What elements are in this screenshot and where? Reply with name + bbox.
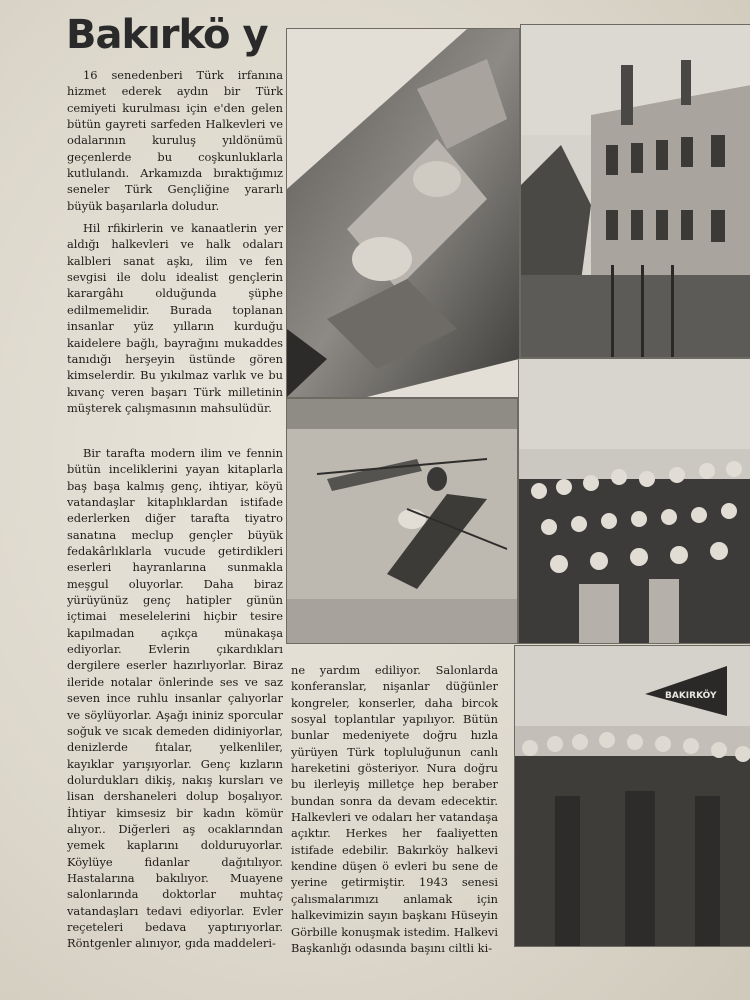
paragraph-1: 16 senedenberi Türk irfanına hizmet ederek aydın bir Türk cemiyeti kurulması için e'den gelen bütün gayreti sarfeden Halkevleri ve odalarının kuruluş yıldönümü geçenlerde bu coşkunluklarla kutlulandı. Arkamızda bıraktığımız seneler Türk Gençliğine yararlı büyük başarılarla doludur. (67, 68, 283, 213)
paragraph-3: Bir tarafta modern ilim ve fennin bütün inceliklerini yayan kitaplarla baş başa kalmış genç, ihtiyar, köyü vatandaşlar kitaplıklardan istifade ederlerken diğer tarafta tiyatro sanatına meclup gençler büyük fedakârlıklarla vucude getirdikleri eserleri hayranlarına sunmakla meşgul oluyorlar. Daha biraz yürüyünüz genç hatipler günün içtimai meselelerini hiçbir tesire kapılmadan açıkça münakaşa ediyorlar. Evlerin çıkardıkları dergilere eserler hazırlıyorlar. Biraz ileride notalar önlerinde ses ve saz seven ince ruhlu insanlar çalıyorlar ve söylüyorlar. Aşağı ininiz sporcular soğuk ve sıcak demeden didiniyorlar, denizlerde fıtalar, yelkenliler, kayıklar yarışıyorlar. Genç kızların dolurdukları dikiş, nakış kursları ve lisan dershaneleri dolup boşalıyor. İhtiyar kimsesiz bir kadın kömür alıyor.. Diğerleri aş ocaklarından yemek kaplarını dolduruyorlar. Köylüye fidanlar dağıtılıyor. Hastalarına bakılıyor. Muayene salonlarında doktorlar muhtaç vatandaşları tedavi ediyorlar. Evler reçeteleri bedava yaptırıyorlar. Röntgenler alınıyor, gıda maddeleri- (67, 446, 283, 951)
photo-reading-people (286, 28, 520, 398)
photo-pennant-image (515, 646, 750, 946)
pennant-text: BAKIRKÖY (665, 691, 717, 701)
photo-reading-image (287, 29, 519, 397)
left-column-upper (67, 67, 283, 416)
photo-group-portrait (518, 358, 750, 644)
photo-building-image (521, 25, 750, 357)
paragraph-2: Hil rfikirlerin ve kanaatlerin yer aldığı halkevleri ve halk odaları kalbleri sanat aşkı, ilim ve fen sevgisi ile dolu idealist gençlerin karargâhı olduğunda şüphe edilmemelidir. Burada toplanan insanlar yüz yılların kurduğu kaidelere bağlı, bayrağını mukaddes tanıdığı herşeyin üstünde gören kimselerdir. Bu yıkılmaz varlık ve bu kıvanç veren başarı Türk milletinin müşterek çalışmasının mahsulüdür. (67, 221, 283, 415)
middle-column (291, 662, 498, 956)
photo-group-image (519, 359, 750, 643)
photo-rowing-boat (286, 398, 518, 644)
paragraph-4: ne yardım ediliyor. Salonlarda konferanslar, nişanlar düğünler kongreler, konserler, daha bircok sosyal toplantılar yapılıyor. Bütün bunlar medeniyete doğru hızla yürüyen Türk topluluğunun canlı hareketini gösteriyor. Nura doğru bu ilerleyiş milletçe hep beraber bundan sonra da devam edecektir. Halkevleri ve odaları her vatandaşa açıktır. Herkes her faaliyetten istifade edebilir. Bakırköy halkevi kendine düşen ö evleri bu sene de yerine getirmiştir. 1943 senesi çalısmalarımızı anlamak için halkevimizin sayın başkanı Hüseyin Görbille konuşmak istedim. Halkevi Başkanlığı odasında başını ciltli ki- (291, 663, 498, 955)
article-title: Bakırkö y (66, 12, 268, 58)
photo-rowing-image (287, 399, 517, 643)
photo-group-pennant (514, 645, 750, 947)
left-column-lower (67, 445, 283, 952)
photo-halkevi-building (520, 24, 750, 358)
